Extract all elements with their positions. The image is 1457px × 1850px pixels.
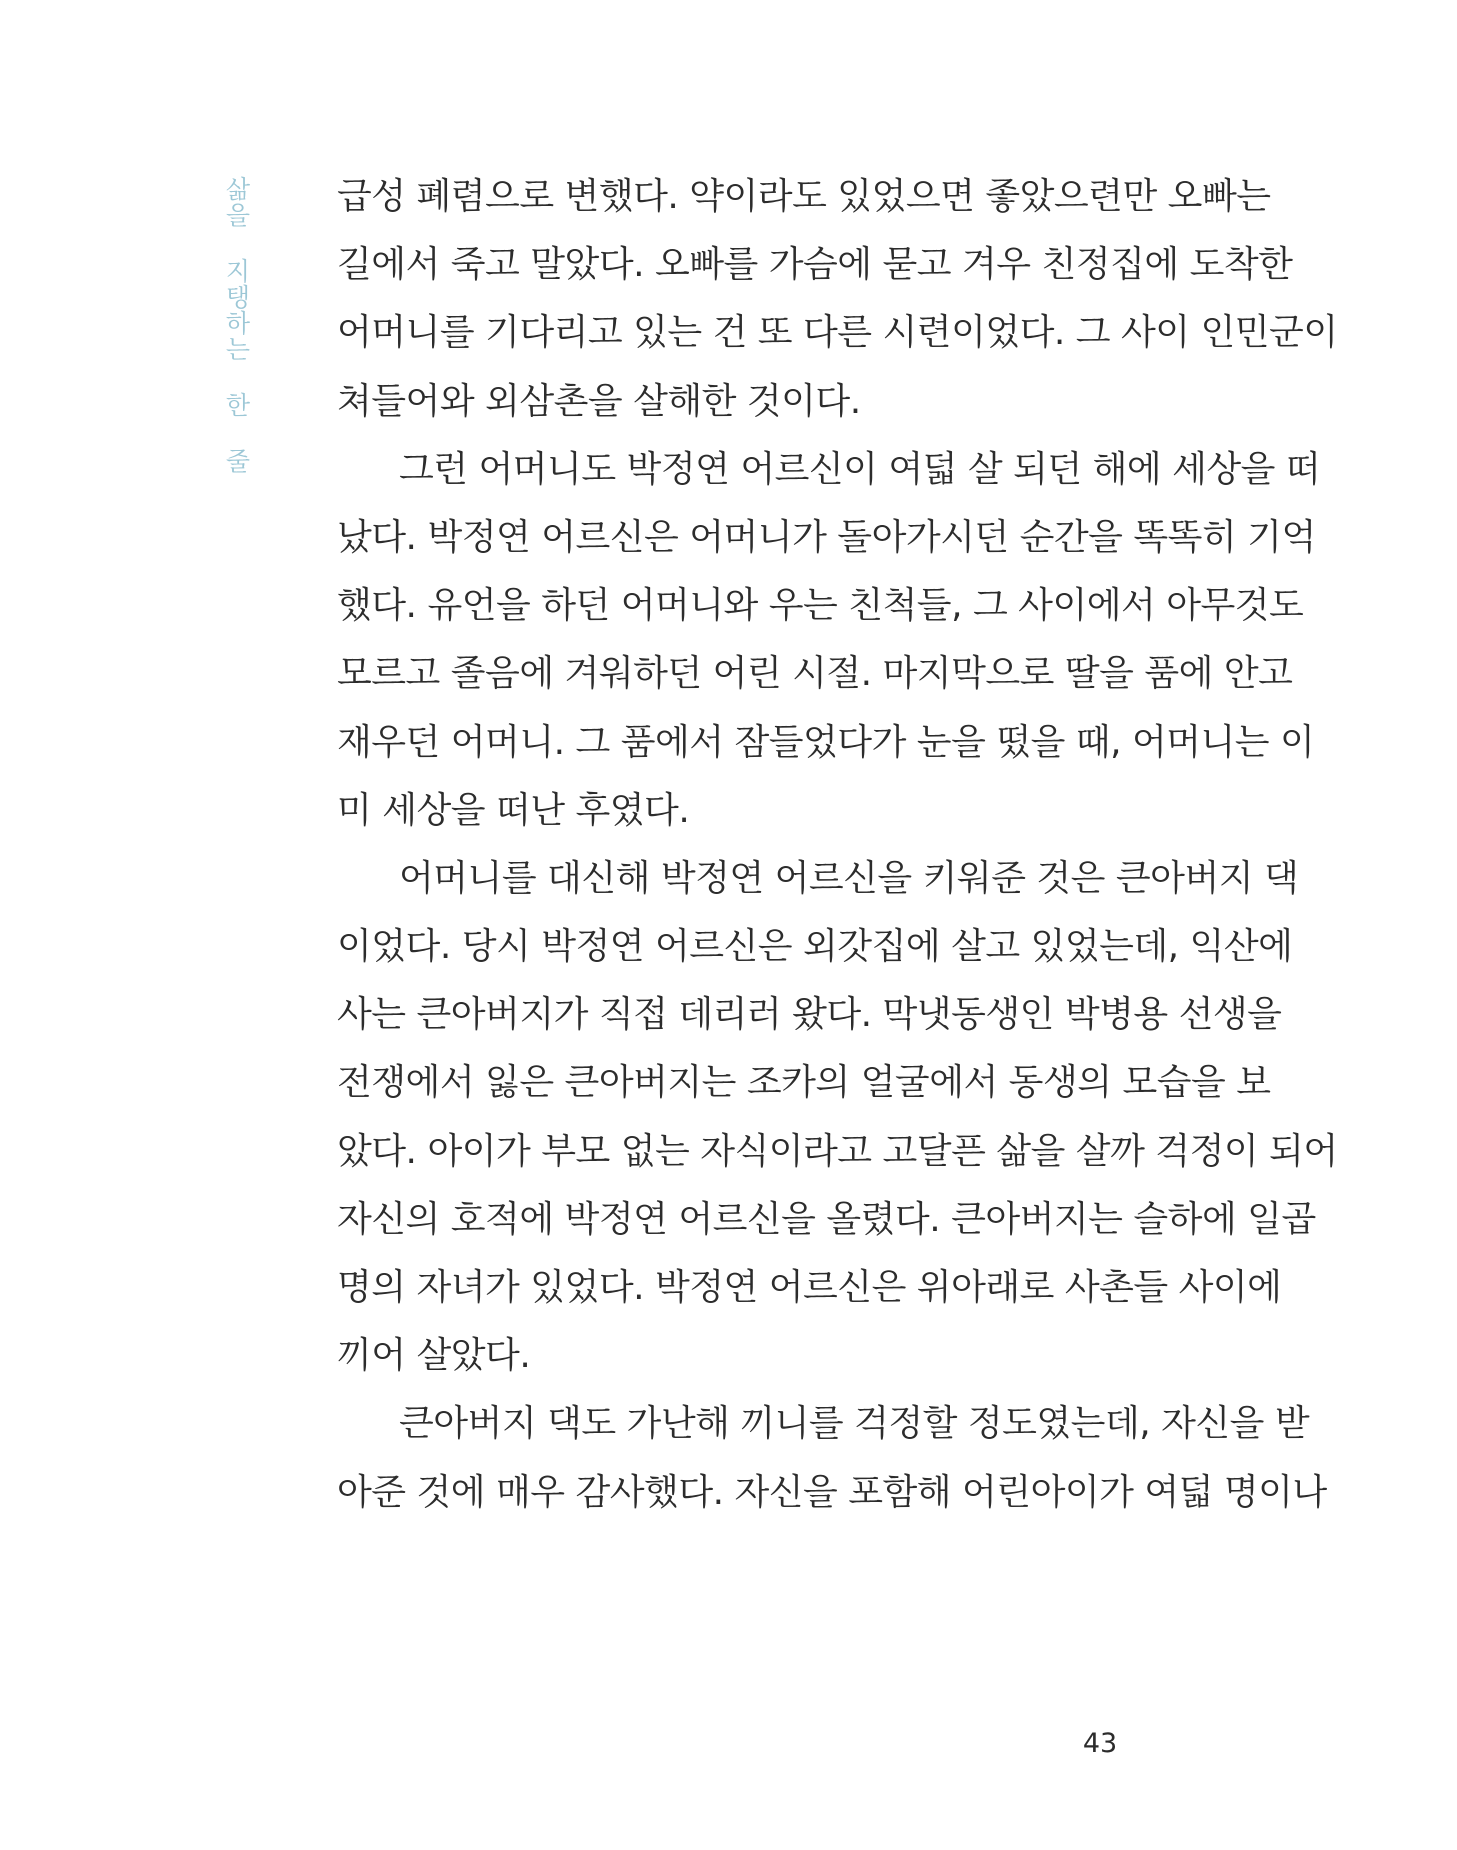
text-line: 어머니를 기다리고 있는 건 또 다른 시련이었다. 그 사이 인민군이 — [337, 312, 1338, 354]
text-line: 했다. 유언을 하던 어머니와 우는 친척들, 그 사이에서 아무것도 — [337, 585, 1304, 627]
text-line: 명의 자녀가 있었다. 박정연 어르신은 위아래로 사촌들 사이에 — [337, 1267, 1282, 1308]
text-line: 자신의 호적에 박정연 어르신을 올렸다. 큰아버지는 슬하에 일곱 — [337, 1198, 1316, 1240]
text-line: 아준 것에 매우 감사했다. 자신을 포함해 어린아이가 여덟 명이나 — [337, 1471, 1327, 1513]
text-line: 큰아버지 댁도 가난해 끼니를 걱정할 정도였는데, 자신을 받 — [399, 1403, 1310, 1445]
page-number: 43 — [1082, 1728, 1118, 1759]
text-line: 미 세상을 떠난 후였다. — [337, 789, 690, 831]
text-line: 급성 폐렴으로 변했다. 약이라도 있었으면 좋았으련만 오빠는 — [337, 176, 1271, 217]
text-line: 았다. 아이가 부모 없는 자식이라고 고달픈 삶을 살까 걱정이 되어 — [337, 1130, 1338, 1172]
text-line: 이었다. 당시 박정연 어르신은 외갓집에 살고 있었는데, 익산에 — [337, 926, 1293, 968]
text-line: 났다. 박정연 어르신은 어머니가 돌아가시던 순간을 똑똑히 기억 — [337, 516, 1316, 558]
text-line: 사는 큰아버지가 직접 데리러 왔다. 막냇동생인 박병용 선생을 — [337, 994, 1282, 1036]
text-line: 그런 어머니도 박정연 어르신이 여덟 살 되던 해에 세상을 떠 — [399, 448, 1321, 490]
text-line: 모르고 졸음에 겨워하던 어린 시절. 마지막으로 딸을 품에 안고 — [337, 653, 1293, 695]
text-line: 전쟁에서 잃은 큰아버지는 조카의 얼굴에서 동생의 모습을 보 — [337, 1062, 1271, 1104]
text-line: 쳐들어와 외삼촌을 살해한 것이다. — [337, 380, 861, 422]
text-line: 재우던 어머니. 그 품에서 잠들었다가 눈을 떴을 때, 어머니는 이 — [337, 721, 1315, 763]
text-line: 끼어 살았다. — [337, 1335, 531, 1377]
text-line: 어머니를 대신해 박정연 어르신을 키워준 것은 큰아버지 댁 — [399, 857, 1299, 899]
text-line: 길에서 죽고 말았다. 오빠를 가슴에 묻고 겨우 친정집에 도착한 — [337, 244, 1293, 286]
body-text — [337, 163, 1338, 1527]
running-head: 삶을 지탱하는 한 줄 — [222, 176, 251, 474]
